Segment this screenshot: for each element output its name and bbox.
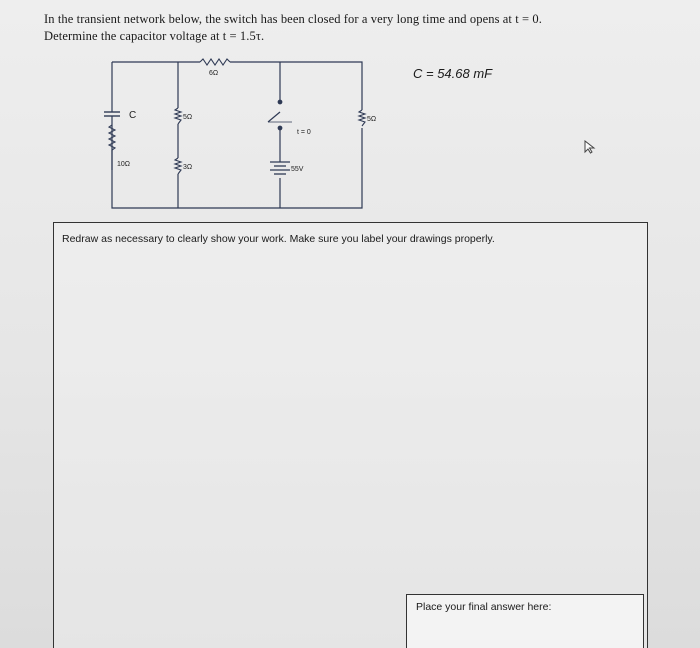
work-area[interactable] bbox=[53, 222, 648, 648]
circuit-diagram bbox=[0, 0, 700, 215]
label-mid-resistor-lower: 3Ω bbox=[183, 164, 193, 171]
resistor-left bbox=[109, 125, 115, 150]
label-capacitor: C bbox=[129, 110, 137, 121]
label-switch-time: t = 0 bbox=[297, 129, 311, 136]
label-mid-resistor-upper: 5Ω bbox=[183, 114, 193, 121]
final-answer-box[interactable] bbox=[406, 594, 644, 648]
resistor-right bbox=[359, 110, 365, 126]
work-area-instruction: Redraw as necessary to clearly show your work. Make sure you label your drawings properly. bbox=[62, 233, 495, 245]
label-right-resistor: 5Ω bbox=[367, 116, 377, 123]
resistor-top bbox=[200, 59, 230, 65]
label-source-voltage: 55V bbox=[291, 166, 304, 173]
problem-statement-line-1: In the transient network below, the switch has been closed for a very long time and opens at t = 0. bbox=[44, 12, 542, 26]
problem-statement-line-2: Determine the capacitor voltage at t = 1.5τ. bbox=[44, 29, 265, 43]
resistor-mid-lower bbox=[175, 158, 181, 174]
final-answer-label: Place your final answer here: bbox=[416, 601, 552, 613]
capacitor-value: C = 54.68 mF bbox=[413, 66, 493, 81]
resistor-mid-upper bbox=[175, 108, 181, 124]
capacitor-symbol bbox=[104, 112, 120, 125]
mouse-pointer-icon bbox=[584, 140, 596, 154]
label-top-resistor: 6Ω bbox=[209, 70, 219, 77]
label-left-resistor: 10Ω bbox=[117, 161, 131, 168]
voltage-source-symbol bbox=[270, 162, 290, 174]
switch-symbol bbox=[268, 100, 292, 130]
